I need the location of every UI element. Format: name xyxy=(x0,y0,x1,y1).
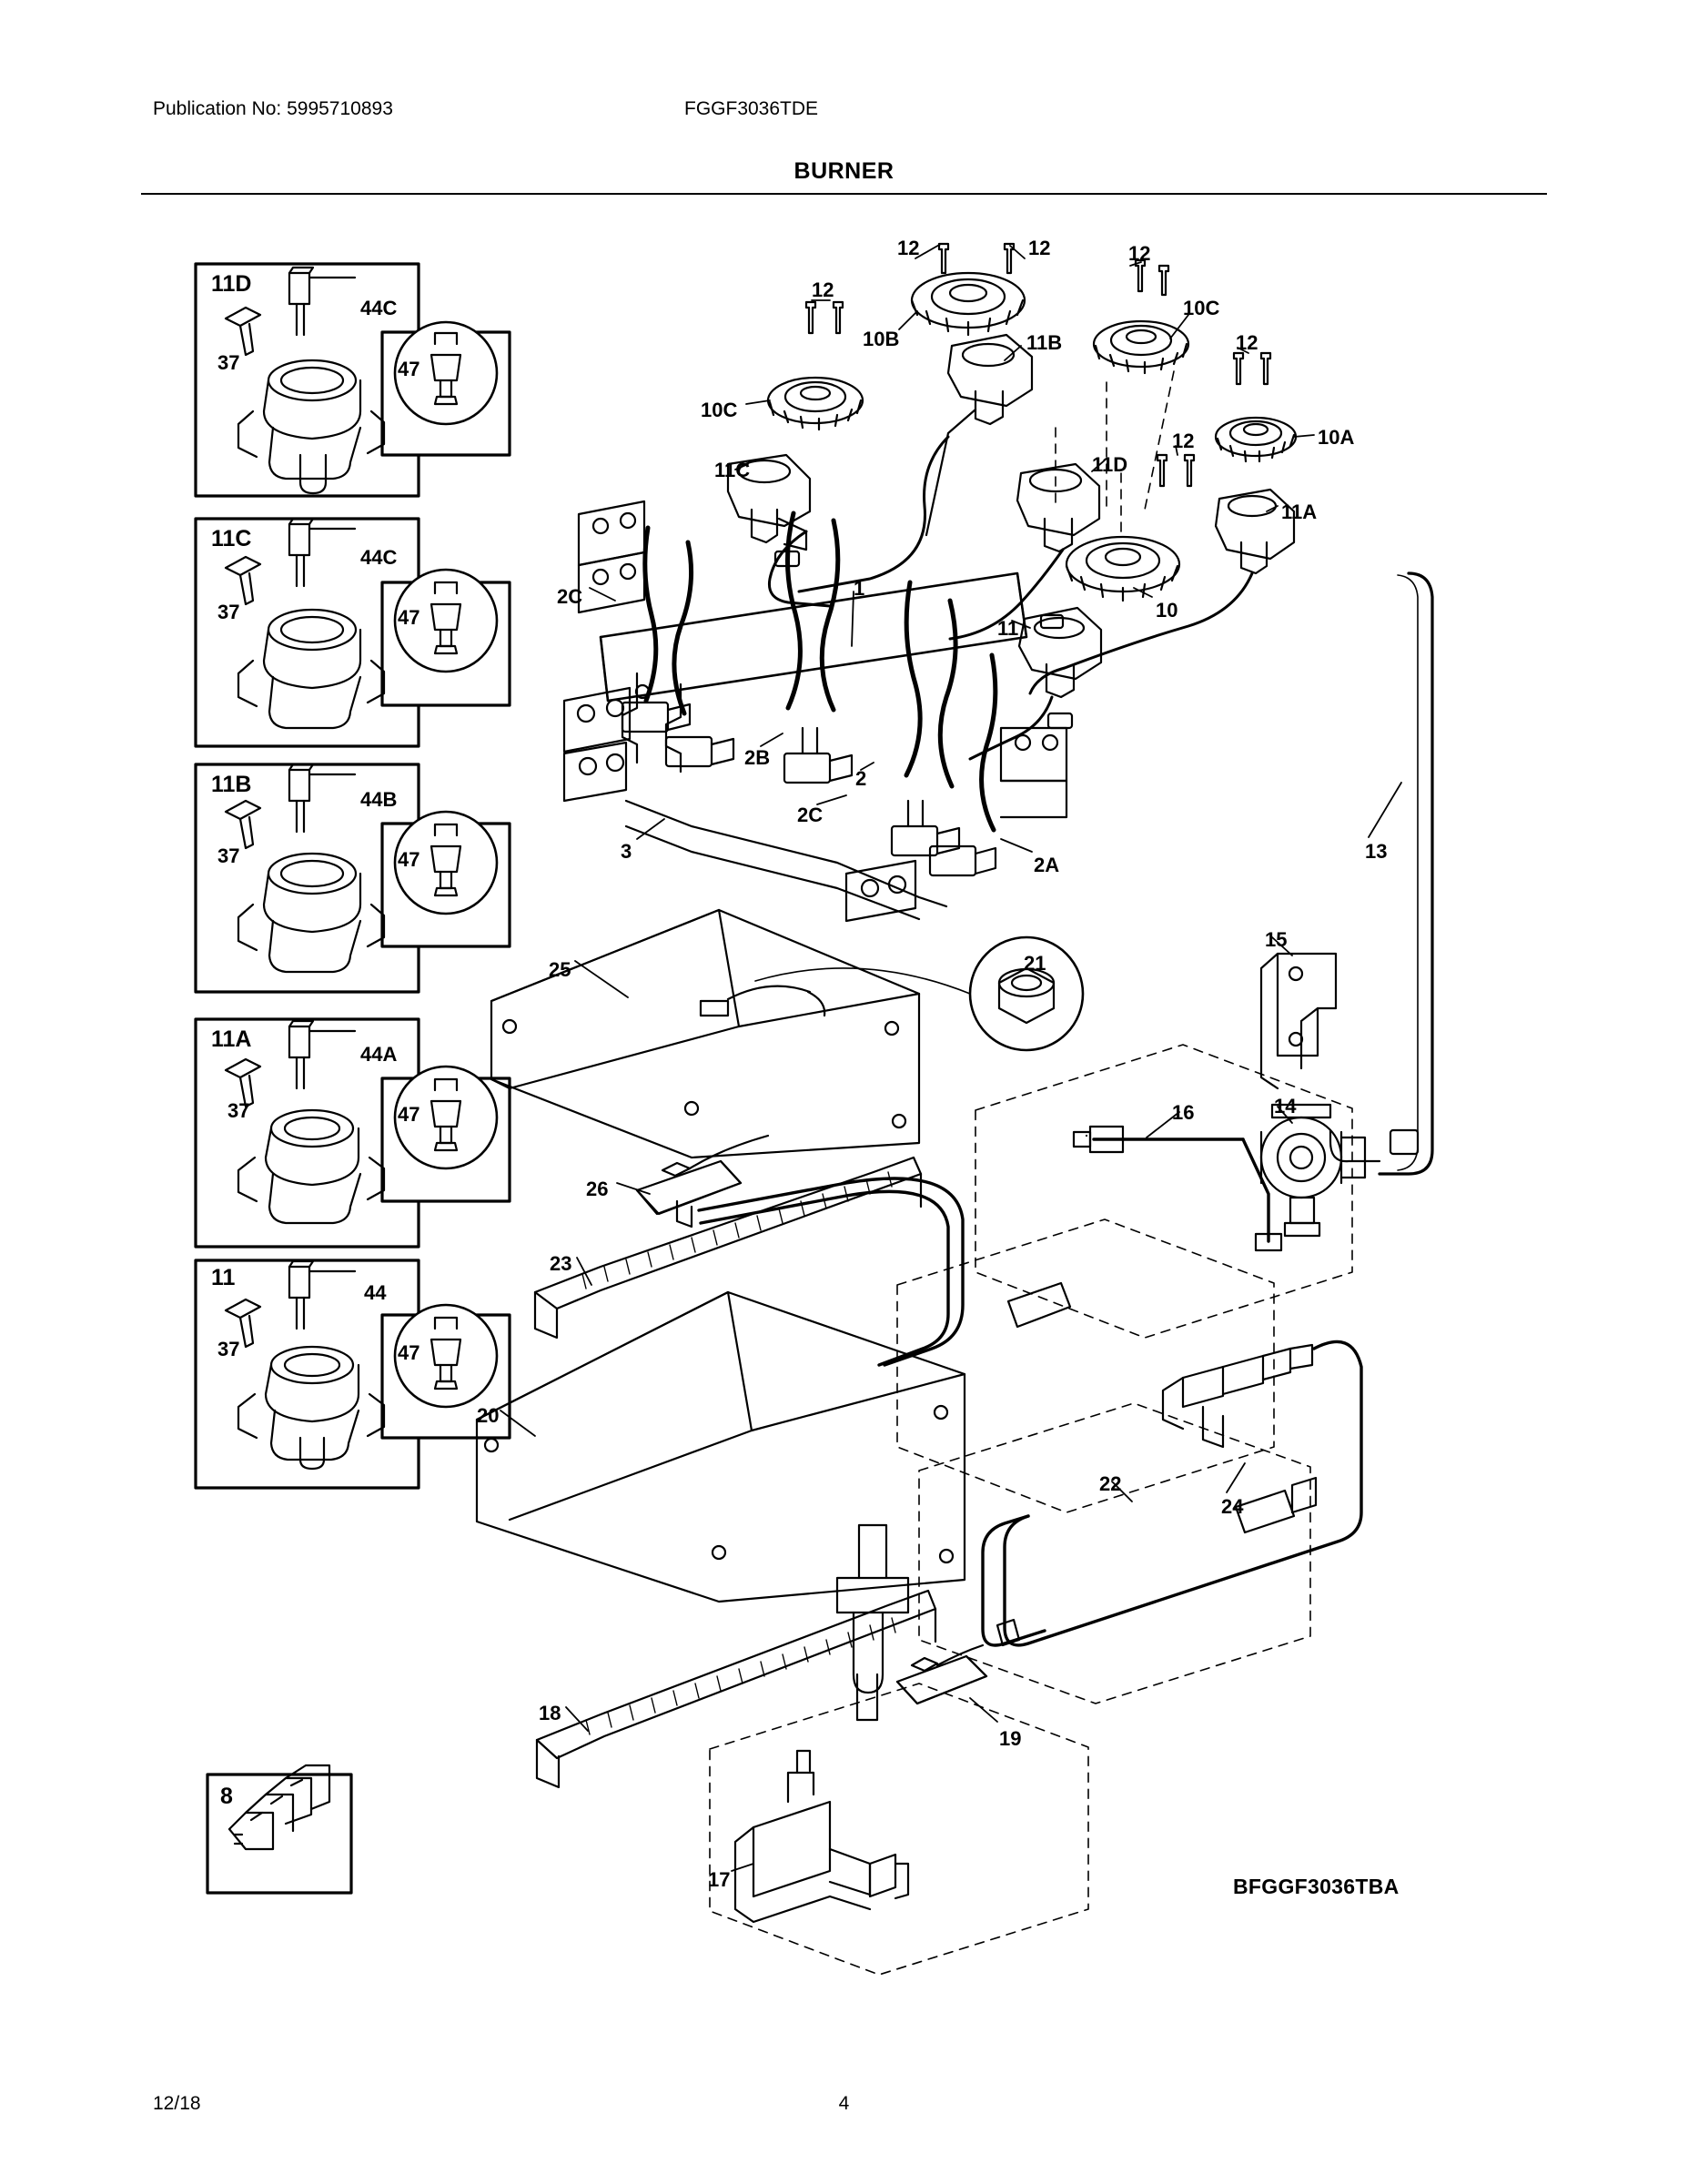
inset-screw-11B: 37 xyxy=(217,844,240,867)
inset-bubble-11C: 47 xyxy=(398,606,420,629)
callout-1: 1 xyxy=(854,577,865,600)
callout-11A: 11A xyxy=(1281,500,1318,523)
callout-12: 12 xyxy=(812,278,834,301)
callout-2A: 2A xyxy=(1034,854,1060,876)
callout-12: 12 xyxy=(1128,242,1151,265)
inset-bubble-11A: 47 xyxy=(398,1103,420,1126)
callout-2: 2 xyxy=(855,767,867,790)
callout-10C: 10C xyxy=(1183,297,1220,319)
callout-24: 24 xyxy=(1221,1495,1244,1518)
inset-screw-11A: 37 xyxy=(227,1099,250,1122)
inset-label-11D: 11D xyxy=(211,271,252,297)
callout-12: 12 xyxy=(1028,237,1051,259)
inset-label-11B: 11B xyxy=(211,772,252,797)
callout-16: 16 xyxy=(1172,1101,1195,1124)
inset-label-11A: 11A xyxy=(211,1026,252,1052)
callout-15: 15 xyxy=(1265,928,1288,951)
revision-code: BFGGF3036TBA xyxy=(1233,1875,1400,1898)
inset-part-11C: 44C xyxy=(360,546,398,569)
model-number: FGGF3036TDE xyxy=(684,98,819,119)
callout-2B: 2B xyxy=(744,746,771,769)
callout-18: 18 xyxy=(539,1702,561,1724)
callout-26: 26 xyxy=(586,1178,609,1200)
inset-screw-11C: 37 xyxy=(217,601,240,623)
inset-screw-11D: 37 xyxy=(217,351,240,374)
callout-22: 22 xyxy=(1099,1472,1122,1495)
callout-17: 17 xyxy=(708,1868,731,1891)
callout-11B: 11B xyxy=(1026,331,1063,354)
callout-2C: 2C xyxy=(797,804,824,826)
callout-12: 12 xyxy=(1172,430,1195,452)
inset-screw-11: 37 xyxy=(217,1338,240,1360)
callout-10C: 10C xyxy=(701,399,738,421)
callout-12: 12 xyxy=(897,237,920,259)
callout-12: 12 xyxy=(1236,331,1258,354)
footer-date: 12/18 xyxy=(153,2093,201,2114)
callout-10A: 10A xyxy=(1318,426,1355,449)
callout-11: 11 xyxy=(997,617,1019,640)
inset-part-11: 44 xyxy=(364,1281,387,1304)
callout-25: 25 xyxy=(549,958,571,981)
callout-2C: 2C xyxy=(557,585,583,608)
callout-20: 20 xyxy=(477,1404,500,1427)
inset-part-11A: 44A xyxy=(360,1043,398,1066)
inset-bubble-11B: 47 xyxy=(398,848,420,871)
callout-10: 10 xyxy=(1156,599,1178,622)
callout-3: 3 xyxy=(621,840,632,863)
inset-part-11D: 44C xyxy=(360,297,398,319)
callout-19: 19 xyxy=(999,1727,1022,1750)
page-title: BURNER xyxy=(793,158,895,184)
callout-13: 13 xyxy=(1365,840,1388,863)
callout-14: 14 xyxy=(1274,1095,1297,1117)
callout-11D: 11D xyxy=(1092,453,1128,476)
footer-page-number: 4 xyxy=(838,2093,850,2114)
callout-23: 23 xyxy=(550,1252,572,1275)
inset-label-11C: 11C xyxy=(211,526,252,551)
inset-label-11: 11 xyxy=(211,1265,236,1290)
callout-21: 21 xyxy=(1024,952,1046,975)
callout-10B: 10B xyxy=(863,328,900,350)
inset-bubble-11D: 47 xyxy=(398,358,420,380)
publication-number: Publication No: 5995710893 xyxy=(153,98,393,119)
inset-bubble-11: 47 xyxy=(398,1341,420,1364)
callout-11C: 11C xyxy=(714,459,751,481)
legend-label-8: 8 xyxy=(220,1784,233,1809)
inset-part-11B: 44B xyxy=(360,788,398,811)
